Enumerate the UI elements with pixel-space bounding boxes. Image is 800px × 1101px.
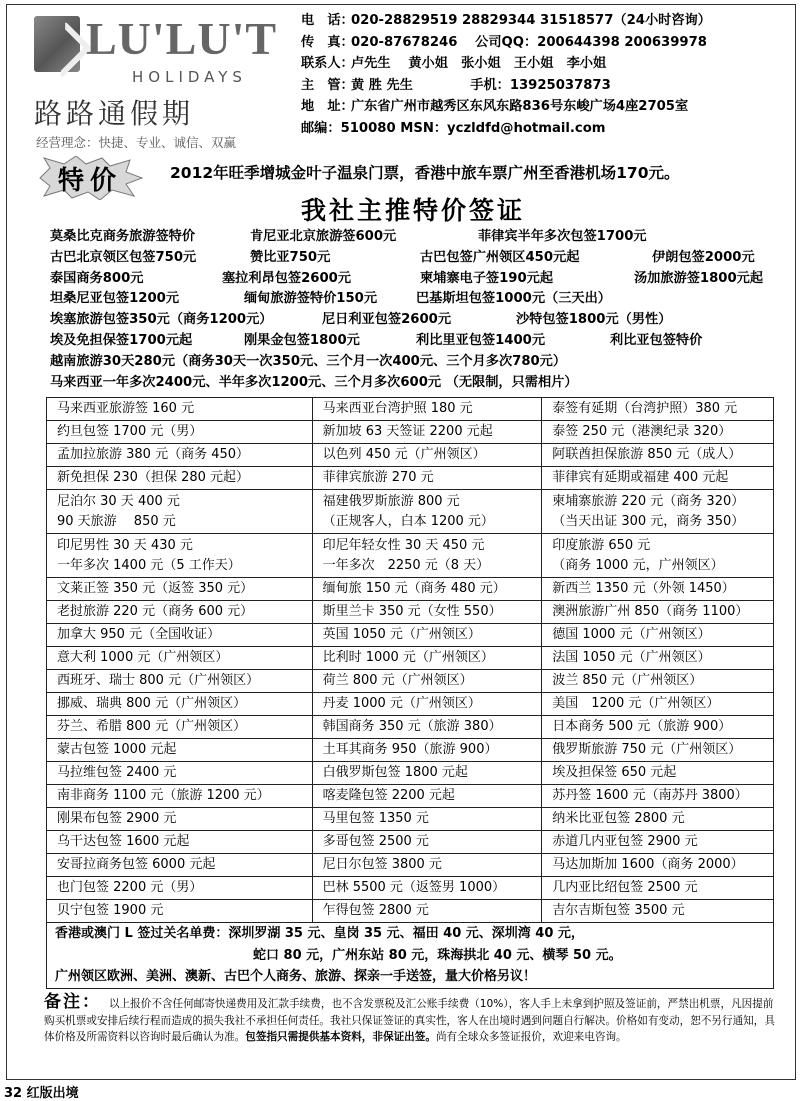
table-cell [47,601,313,624]
table-row [47,716,774,739]
cell-text: 比利时 1000 元（广州领区） [322,650,494,665]
table-cell [47,900,313,923]
cell-text: 泰签有延期（台湾护照）380 元 [552,401,738,416]
table-row [47,578,774,601]
table-cell [542,578,774,601]
table-cell [542,444,774,467]
table-cell [47,647,313,670]
table-row [47,831,774,854]
table-cell [542,534,774,578]
table-row [47,900,774,923]
promo-line: 古巴北京领区包签750元 赞比亚750元 古巴包签广州领区450元起 伊朗包签2000元 [50,249,755,265]
table-row [47,534,774,578]
contact-persons: 联系人：卢先生 黄小姐 张小姐 王小姐 李小姐 [301,56,607,72]
table-row [47,467,774,490]
cell-text: 丹麦 1000 元（广州领区） [322,696,481,711]
cell-text: 菲律宾旅游 270 元 [322,470,434,485]
cell-text: 新加坡 63 天签证 2200 元起 [322,424,493,439]
table-cell [47,877,313,900]
table-cell [542,490,774,534]
cell-text: 巴林 5500 元（返签男 1000） [322,880,506,895]
table-cell [47,670,313,693]
table-cell [312,693,542,716]
page-title: 我社主推特价签证 [300,196,525,225]
table-cell [542,624,774,647]
table-row [47,421,774,444]
cell-text: 马里包签 1350 元 [322,811,429,826]
table-row [47,444,774,467]
table-cell [542,693,774,716]
promo-line: 马来西亚一年多次2400元、半年多次1200元、三个月多次600元 （无限制，只需相片） [50,374,578,390]
cell-text: 乍得包签 2800 元 [322,903,429,918]
cell-text: 斯里兰卡 350 元（女性 550） [322,604,502,619]
table-cell [312,808,542,831]
cell-text: 马来西亚台湾护照 180 元 [322,401,473,416]
table-cell [47,444,313,467]
table-row [47,877,774,900]
table-cell [47,624,313,647]
table-cell [312,444,542,467]
table-footer: 香港或澳门 L 签过关名单费：深圳罗湖 35 元、皇岗 35 元、福田 40 元、深圳湾 40 元， 蛇口 80 元，广州东站 80 元，珠海拱北 40 元、横琴 50 元。 广州领区欧洲、美洲、澳新、古巴个人商务、旅游、探亲一手送签，量大价格另议！ [47,923,774,989]
cell-text: 马拉维包签 2400 元 [57,765,177,780]
table-cell [542,601,774,624]
table-cell [312,624,542,647]
cell-text: 文莱正签 350 元（返签 350 元） [57,581,254,596]
cell-text: 一年多次 2250 元（8 天） [322,557,490,573]
table-row [47,670,774,693]
logo-holidays: HOLIDAYS [132,68,247,86]
cell-text: 蒙古包签 1000 元起 [57,742,177,757]
table-cell [312,854,542,877]
table-cell [47,785,313,808]
table-cell [47,578,313,601]
table-cell [312,490,542,534]
logo-english: LU'LU'T [86,13,278,64]
logo-mark-icon [34,16,80,72]
cell-text: 芬兰、希腊 800 元（广州领区） [57,719,247,734]
table-cell [542,900,774,923]
cell-text: 柬埔寨旅游 220 元（商务 320） [552,493,745,509]
table-row [47,854,774,877]
visa-price-table [46,397,774,989]
remarks: 备注： 以上报价不含任何邮寄快递费用及汇款手续费，也不含发票税及汇公账手续费（10%），客人手上未拿到护照及签证前，严禁出机票，凡因提前购买机票或安排后续行程而造成的损失我社不承担任何责任。我社只保证签证的真实性，客人在出境时遇到问题自行解决。价格如有变动，恕不另行通知，具体价格及所需资料以咨询时最后确认为准。包签指只需提供基本资料，非保证出签。尚有全球众多签证报价，欢迎来电咨询。 [44,992,775,1043]
cell-text: 几内亚比绍包签 2500 元 [552,880,698,895]
table-cell [312,534,542,578]
cell-text: 泰签 250 元（港澳纪录 320） [552,424,732,439]
table-cell [312,762,542,785]
cell-text: 加拿大 950 元（全国收证） [57,627,221,642]
contact-address: 地 址：广东省广州市越秀区东风东路836号东峻广场4座2705室 [301,99,689,115]
cell-text: 赤道几内亚包签 2900 元 [552,834,698,849]
table-row [47,739,774,762]
cell-text: 波兰 850 元（广州领区） [552,673,703,688]
table-row [47,808,774,831]
cell-text: 多哥包签 2500 元 [322,834,429,849]
cell-text: 吉尔吉斯包签 3500 元 [552,903,685,918]
cell-text: 英国 1050 元（广州领区） [322,627,481,642]
table-cell [542,877,774,900]
cell-text: 法国 1050 元（广州领区） [552,650,711,665]
table-cell [542,421,774,444]
table-cell [542,785,774,808]
cell-text: （正规客人，白本 1200 元） [322,513,494,529]
table-cell [312,831,542,854]
table-cell [312,421,542,444]
logo-chinese: 路路通假期 [34,97,195,130]
table-cell [47,716,313,739]
contact-fax: 传 真：020-87678246 公司QQ：200644398 200639978 [301,34,707,50]
table-cell [47,421,313,444]
cell-text: 澳洲旅游广州 850（商务 1100） [552,604,749,619]
table-cell [312,900,542,923]
table-cell [542,831,774,854]
table-footer-row [47,923,774,989]
table-cell [312,877,542,900]
cell-text: 马来西亚旅游签 160 元 [57,401,195,416]
cell-text: 意大利 1000 元（广州领区） [57,650,229,665]
special-offer-badge: 特价 [36,156,144,200]
table-row [47,693,774,716]
table-cell [542,739,774,762]
contact-manager: 主 管：黄 胜 先生 手机：13925037873 [301,77,611,93]
cell-text: 新免担保 230（担保 280 元起） [57,470,250,485]
cell-text: 美国 1200 元（广州领区） [552,696,720,711]
table-cell [312,716,542,739]
cell-text: 喀麦隆包签 2200 元起 [322,788,455,803]
promo-line: 泰国商务800元 塞拉利昂包签2600元 柬埔寨电子签190元起 汤加旅游签1800元起 [50,270,764,286]
company-logo [34,8,278,150]
cell-text: 尼日尔包签 3800 元 [322,857,442,872]
cell-text: 孟加拉旅游 380 元（商务 450） [57,447,250,462]
promo-line: 莫桑比克商务旅游签特价 肯尼亚北京旅游签600元 菲律宾半年多次包签1700元 [50,229,647,244]
page-footer: 32 红版出境 [4,1086,79,1101]
cell-text: 缅甸旅 150 元（商务 480 元） [322,581,506,596]
cell-text: 一年多次 1400 元（5 工作天） [57,557,241,573]
promo-line: 埃及免担保签1700元起 刚果金包签1800元 利比里亚包签1400元 利比亚包签特价 [50,332,703,348]
promo-line: 坦桑尼亚包签1200元 缅甸旅游签特价150元 巴基斯坦包签1000元（三天出） [50,291,611,307]
table-cell [312,467,542,490]
table-cell [542,670,774,693]
table-cell [542,716,774,739]
table-cell [542,647,774,670]
cell-text: （商务 1000 元，广州领区） [552,557,724,573]
cell-text: 苏丹签 1600 元（南苏丹 3800） [552,788,748,803]
table-cell [47,854,313,877]
cell-text: 以色列 450 元（广州领区） [322,447,486,462]
promo-list [50,227,790,393]
table-cell [47,693,313,716]
cell-text: 乌干达包签 1600 元起 [57,834,190,849]
table-cell [312,647,542,670]
cell-text: 菲律宾有延期或福建 400 元起 [552,470,729,485]
table-cell [542,808,774,831]
cell-text: 印度旅游 650 元 [552,537,651,553]
special-offer-text: 2012年旺季增城金叶子温泉门票，香港中旅车票广州至香港机场170元。 [170,164,680,182]
table-cell [47,534,313,578]
contact-phone: 电 话：020-28829519 28829344 31518577（24小时咨询） [301,13,711,28]
table-cell [47,808,313,831]
cell-text: 尼泊尔 30 天 400 元 [57,493,180,509]
cell-text: 贝宁包签 1900 元 [57,903,164,918]
cell-text: 印尼年轻女性 30 天 450 元 [322,537,485,553]
cell-text: 俄罗斯旅游 750 元（广州领区） [552,742,742,757]
table-cell [312,739,542,762]
table-cell [542,762,774,785]
cell-text: 福建俄罗斯旅游 800 元 [322,493,460,509]
cell-text: 新西兰 1350 元（外领 1450） [552,581,735,596]
cell-text: 挪威、瑞典 800 元（广州领区） [57,696,247,711]
promo-line: 越南旅游30天280元（商务30天一次350元、三个月一次400元、三个月多次780元） [50,353,567,369]
cell-text: 韩国商务 350 元（旅游 380） [322,719,502,734]
cell-text: 南非商务 1100 元（旅游 1200 元） [57,788,270,803]
promo-line: 埃塞旅游包签350元（商务1200元） 尼日利亚包签2600元 沙特包签1800元（男性） [50,312,672,328]
contact-info [301,10,791,140]
table-cell [542,854,774,877]
table-row [47,490,774,534]
cell-text: 老挝旅游 220 元（商务 600 元） [57,604,254,619]
table-row [47,624,774,647]
table-cell [47,739,313,762]
table-row [47,601,774,624]
table-cell [542,398,774,421]
table-cell [47,762,313,785]
cell-text: 西班牙、瑞士 800 元（广州领区） [57,673,260,688]
table-cell [312,398,542,421]
table-cell [47,831,313,854]
cell-text: 90 天旅游 850 元 [57,513,176,529]
cell-text: 纳米比亚包签 2800 元 [552,811,685,826]
cell-text: 阿联酋担保旅游 850 元（成人） [552,447,742,462]
table-cell [312,785,542,808]
cell-text: 也门包签 2200 元（男） [57,880,203,895]
table-cell [312,670,542,693]
table-row [47,647,774,670]
cell-text: 白俄罗斯包签 1800 元起 [322,765,468,780]
table-cell [47,467,313,490]
contact-postcode: 邮编：510080 MSN：yczldfd@hotmail.com [301,120,606,136]
table-cell [47,490,313,534]
table-cell [312,578,542,601]
cell-text: 马达加斯加 1600（商务 2000） [552,857,744,872]
table-cell [47,398,313,421]
table-cell [312,601,542,624]
cell-text: 土耳其商务 950（旅游 900） [322,742,498,757]
cell-text: 印尼男性 30 天 430 元 [57,537,193,553]
table-row [47,785,774,808]
slogan: 经营理念：快捷、专业、诚信、双赢 [36,135,237,150]
cell-text: 埃及担保签 650 元起 [552,765,677,780]
cell-text: 约旦包签 1700 元（男） [57,424,203,439]
cell-text: 刚果布包签 2900 元 [57,811,177,826]
cell-text: 荷兰 800 元（广州领区） [322,673,473,688]
table-row [47,398,774,421]
table-cell [542,467,774,490]
cell-text: （当天出证 300 元，商务 350） [552,513,745,529]
cell-text: 日本商务 500 元（旅游 900） [552,719,732,734]
cell-text: 安哥拉商务包签 6000 元起 [57,857,216,872]
cell-text: 德国 1000 元（广州领区） [552,627,711,642]
table-row [47,762,774,785]
